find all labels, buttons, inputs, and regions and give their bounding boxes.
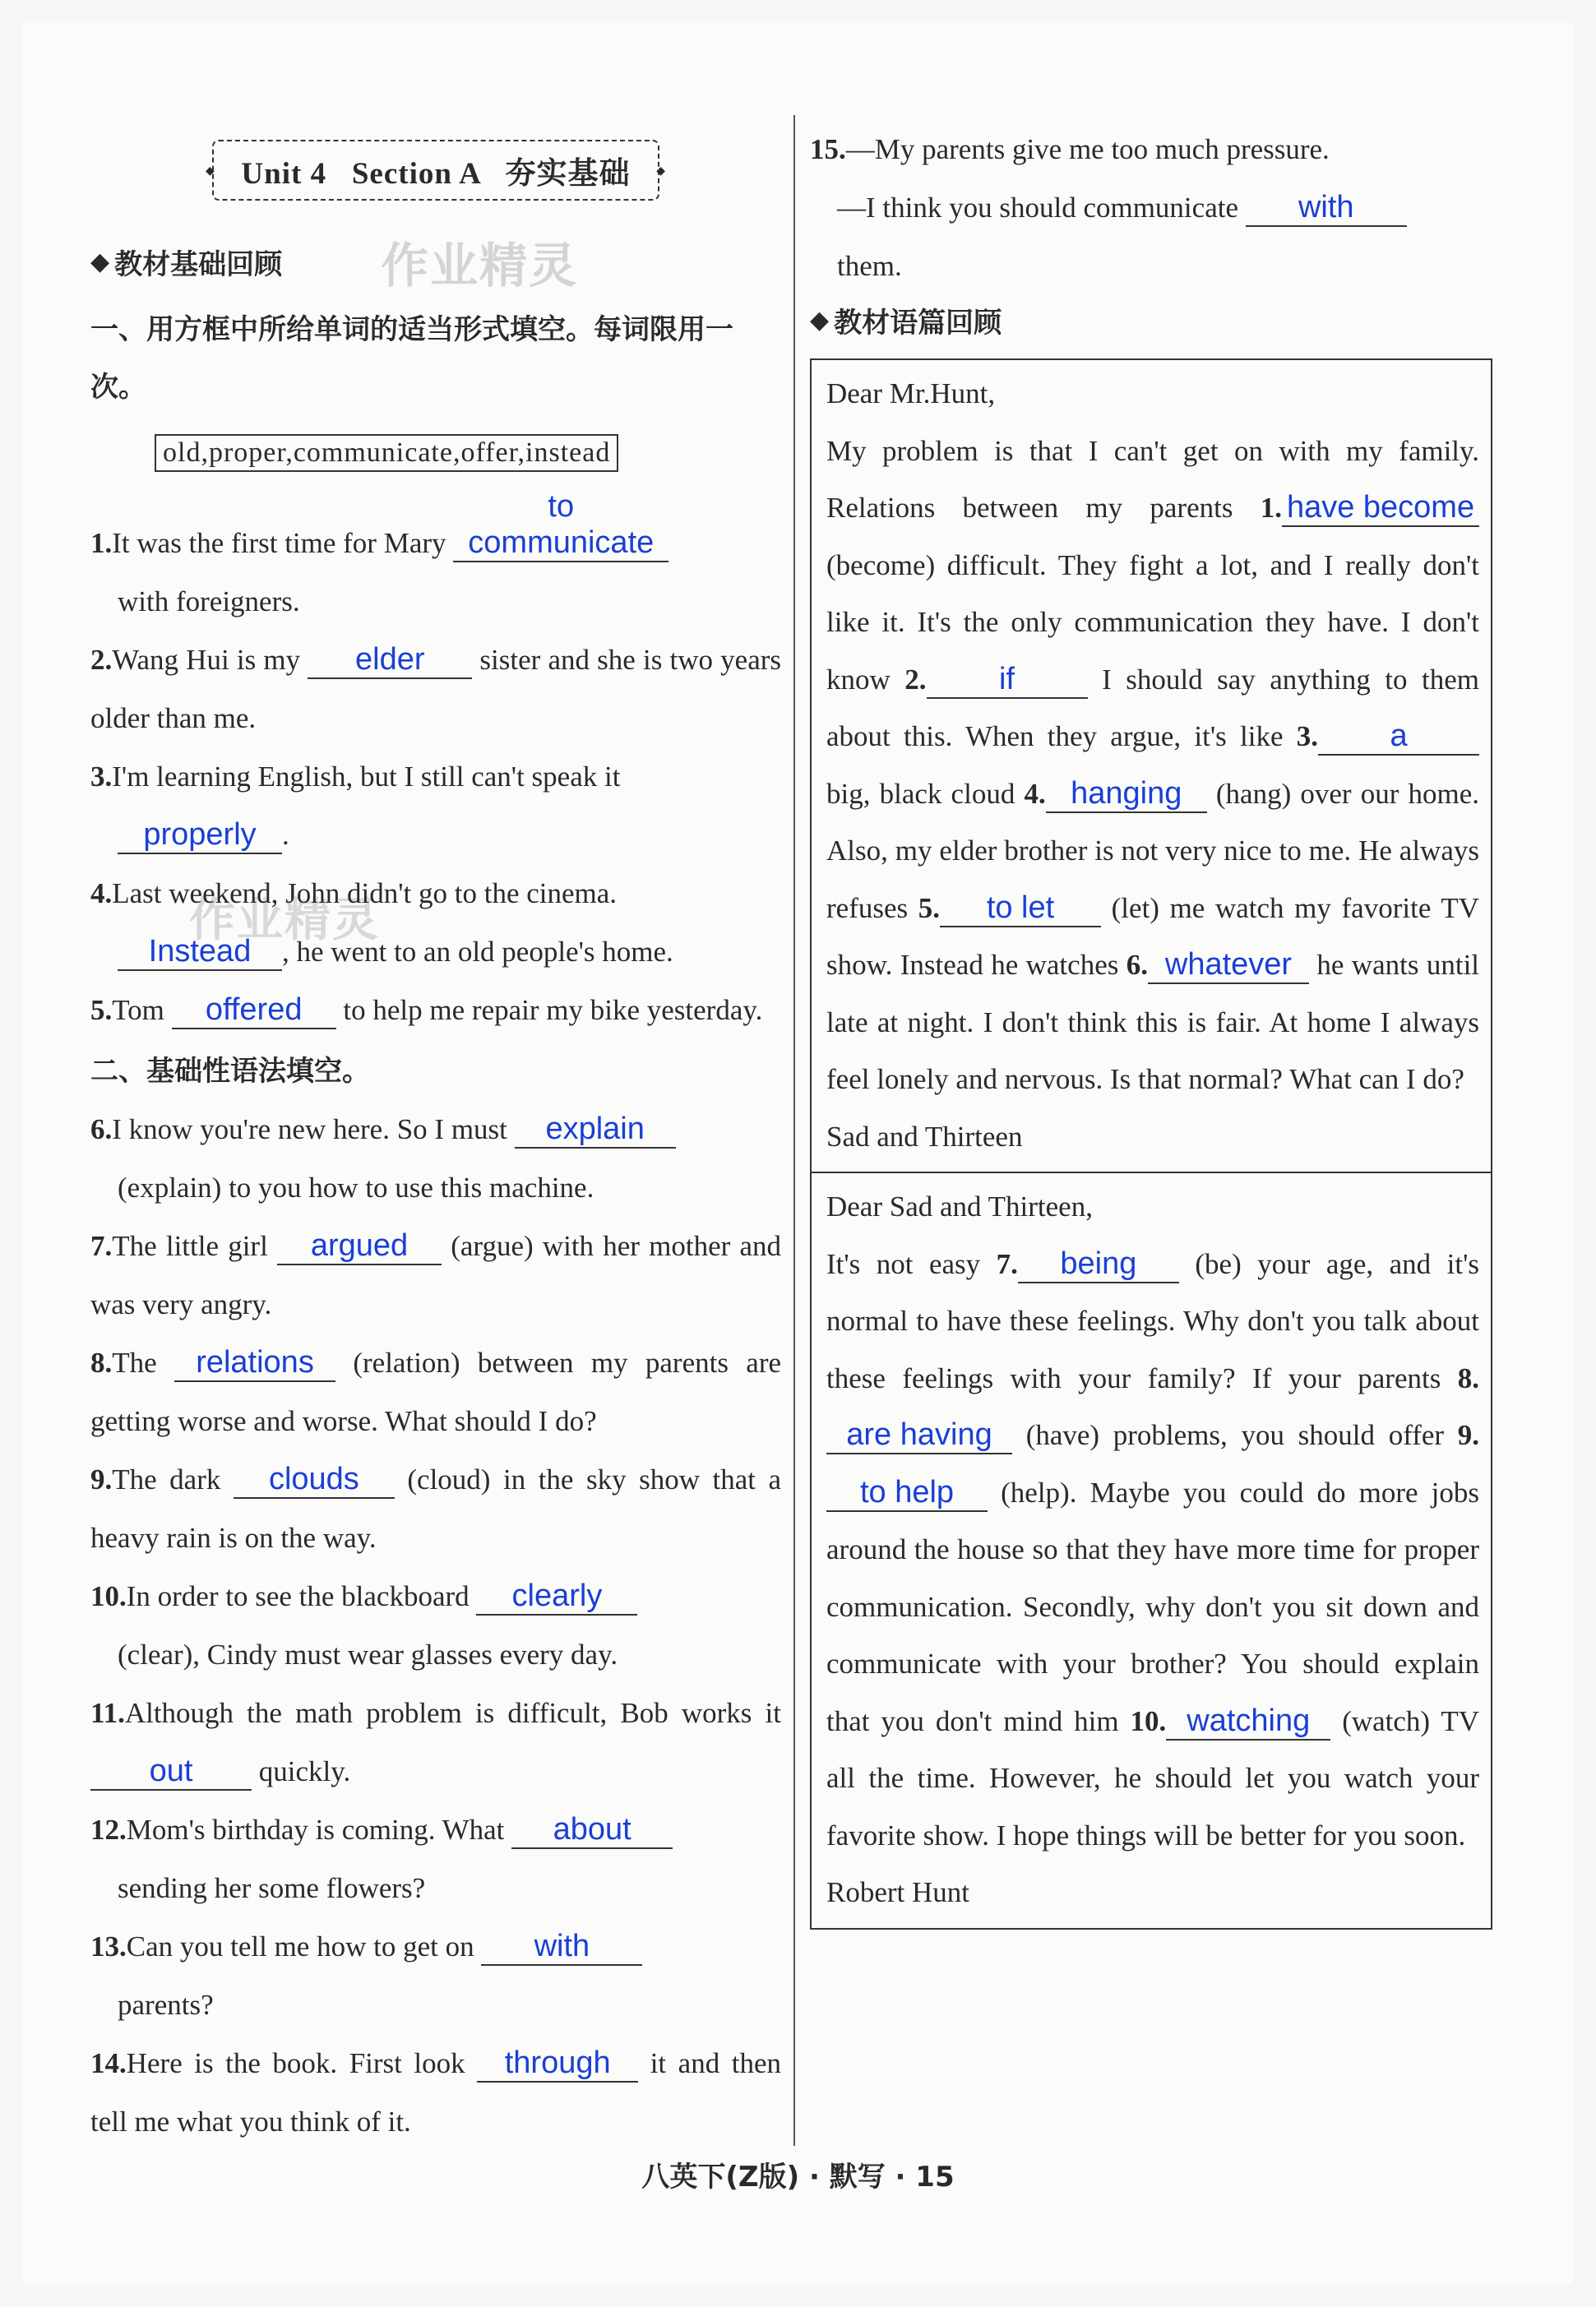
question-text: (clear), Cindy must wear glasses every day. [118,1639,618,1671]
answer-blank[interactable]: if [927,661,1088,699]
letter-text: (let) me watch my favorite TV show. Instead he watches [826,891,1480,981]
question-number: 14. [90,2047,127,2079]
answer-blank[interactable]: clouds [234,1461,395,1499]
answer-blank[interactable]: whatever [1148,946,1309,984]
question-number: 9. [90,1463,113,1496]
question-number: 8. [90,1347,113,1379]
word-box: old,proper,communicate,offer,instead [155,434,618,472]
watermark-2: 作业精灵 [189,894,380,947]
answer-blank[interactable]: relations [174,1344,335,1382]
question-number: 10. [90,1580,127,1612]
question-text: to help me repair my bike yesterday. [343,994,763,1026]
letter-greeting: Dear Mr.Hunt, [826,377,996,409]
question-text: The dark [112,1463,221,1496]
question-text: (relation) between my parents are getting worse and worse. What should I do? [90,1347,782,1437]
watermark: 作业精灵 [381,238,579,294]
question-text: The [112,1347,157,1379]
question-text: sending her some flowers? [118,1872,426,1904]
answer-blank[interactable]: to help [826,1474,988,1512]
question-text: Mom's birthday is coming. What [126,1814,505,1846]
section-heading-2 [810,300,1509,340]
question-10 [90,1567,781,1684]
question-number: 3. [90,761,113,793]
letter-text: I should say anything to them about this. When they argue, it's like [826,663,1479,752]
question-14 [90,2034,781,2151]
answer-blank[interactable]: with [1246,189,1407,227]
question-number: 13. [90,1930,127,1963]
answer-blank[interactable]: watching [1166,1703,1330,1741]
answer-blank[interactable]: clearly [476,1578,637,1616]
letter-1 [812,360,1491,1172]
answer-blank[interactable]: with [481,1928,642,1966]
question-2 [90,631,781,747]
diamond-icon: ◆ [206,165,215,178]
answer-blank[interactable]: properly [118,816,282,854]
question-text: I know you're new here. So I must [112,1113,507,1145]
answer-blank[interactable]: are having [826,1417,1012,1454]
answer-blank[interactable]: a [1318,718,1479,756]
question-text: Wang Hui is my [112,644,301,676]
question-text: sister and she is two years older than me. [90,644,782,734]
answer-blank[interactable]: through [477,2045,638,2083]
question-5 [90,981,781,1039]
blank-number: 3. [1296,720,1319,752]
blank-number: 6. [1126,949,1148,981]
blank-number: 1. [1260,492,1283,524]
blank-number: 4. [1024,777,1046,810]
section-heading-text: 教材语篇回顾 [834,307,1002,340]
blank-number: 8. [1457,1362,1479,1394]
question-number: 4. [90,877,113,909]
unit-title [206,140,666,201]
blank-number: 10. [1130,1704,1167,1737]
question-number: 11. [90,1697,125,1729]
question-13 [90,1917,781,2034]
question-number: 12. [90,1814,127,1846]
question-text: (argue) with her mother and was very angry. [90,1230,782,1320]
question-text: Here is the book. First look [126,2047,465,2079]
question-15 [810,120,1509,295]
unit-title-text: Unit 4 Section A 夯实基础 [241,157,631,191]
question-text: It was the first time for Mary [112,527,446,559]
page-footer [0,2154,1596,2194]
question-text: with foreigners. [118,585,300,617]
question-3 [90,747,781,864]
question-text: (cloud) in the sky show that a heavy rain is on the way. [90,1463,782,1554]
question-1 [90,488,781,631]
question-text: it and then tell me what you think of it. [90,2047,781,2138]
blank-number: 9. [1457,1419,1480,1451]
question-number: 2. [90,644,113,676]
part2-instruction: 二、基础性语法填空。 [90,1055,370,1088]
diamond-bullet-icon: ◆ [90,247,110,276]
letter-text: big, black cloud [826,777,1015,810]
question-text: parents? [118,1989,214,2021]
letter-text: It's not easy [826,1247,981,1280]
question-number: 5. [90,994,113,1026]
letter-2 [812,1172,1491,1928]
question-9 [90,1450,781,1567]
answer-blank[interactable]: offered [172,992,336,1029]
answer-blank[interactable]: elder [308,641,472,679]
question-8 [90,1334,781,1450]
column-divider [793,115,795,2146]
left-column [90,123,781,2151]
blank-number: 2. [904,663,927,696]
answer-blank[interactable]: out [90,1753,252,1791]
question-text: I'm learning English, but I still can't speak it [112,761,621,793]
question-7 [90,1217,781,1334]
section-heading-1 [90,227,781,296]
answer-blank[interactable]: about [511,1811,673,1849]
question-text: —I think you should communicate [837,192,1238,224]
question-text: Although the math problem is difficult, Bob works it [124,1697,781,1729]
question-text: , he went to an old people's home. [282,936,673,968]
question-text: Can you tell me how to get on [126,1930,474,1963]
blank-number: 5. [918,891,941,924]
answer-blank[interactable]: explain [515,1111,676,1149]
question-11 [90,1684,781,1801]
footer-text: 八英下(Z版) · 默写 · [641,2161,906,2194]
diamond-icon: ◆ [656,165,666,178]
question-text: (explain) to you how to use this machine. [118,1172,594,1204]
question-text: In order to see the blackboard [126,1580,470,1612]
page-number: 15 [915,2161,955,2194]
question-number: 1. [90,527,113,559]
letter-box [810,358,1492,1930]
section-heading-text: 教材基础回顾 [114,247,283,281]
letter-text: (help). Maybe you could do more jobs around the house so that they have more time for proper communication. Secondly, why don't you sit down and communicate with your brother? You should explain that you don't mind him [826,1476,1479,1737]
right-column [810,123,1509,1930]
letter-text: My problem is that I can't get on with my family. Relations between my parents [826,434,1479,524]
answer-blank[interactable]: hanging [1046,775,1207,813]
question-6 [90,1100,781,1217]
question-text: Tom [112,994,164,1026]
diamond-bullet-icon: ◆ [810,306,830,335]
blank-number: 7. [996,1247,1018,1280]
letter-text: (hang) over our home. Also, my elder brother is not very nice to me. He always refuses [826,777,1480,924]
question-4 [90,864,781,981]
answer-blank[interactable]: being [1018,1246,1179,1283]
question-text: . [282,819,289,851]
answer-blank[interactable]: Instead [118,933,282,971]
letter-signature: Sad and Thirteen [826,1120,1023,1153]
question-text: The little girl [112,1230,268,1262]
question-text: Last weekend, John didn't go to the cinema. [112,877,618,909]
letter-text: (be) your age, and it's normal to have these feelings. Why don't you talk about these feelings with your family? If your parents [826,1247,1480,1394]
answer-blank[interactable]: to let [940,890,1101,927]
part1-instruction: 一、用方框中所给单词的适当形式填空。每词限用一次。 [90,313,733,404]
letter-signature: Robert Hunt [826,1876,970,1908]
question-text: —My parents give me too much pressure. [845,133,1330,165]
question-12 [90,1801,781,1917]
question-number: 6. [90,1113,113,1145]
question-number: 7. [90,1230,113,1262]
letter-text: he wants until late at night. I don't think this is fair. At home I always feel lonely and nervous. Is that normal? What can I do? [826,949,1480,1095]
letter-greeting: Dear Sad and Thirteen, [826,1190,1093,1223]
question-number: 15. [810,133,846,165]
letter-text: (watch) TV all the time. However, he should let you watch your favorite show. I hope things will be better for you soon. [826,1704,1480,1852]
letter-text: (become) difficult. They fight a lot, and I really don't like it. It's the only communication they have. I don't know [826,548,1479,696]
answer-blank[interactable]: argued [277,1227,442,1265]
answer-blank[interactable]: to communicate [453,488,668,562]
question-text: quickly. [258,1755,351,1787]
answer-blank[interactable]: have become [1282,489,1479,527]
letter-text: (have) problems, you should offer [1025,1419,1445,1451]
question-text: them. [837,250,902,282]
